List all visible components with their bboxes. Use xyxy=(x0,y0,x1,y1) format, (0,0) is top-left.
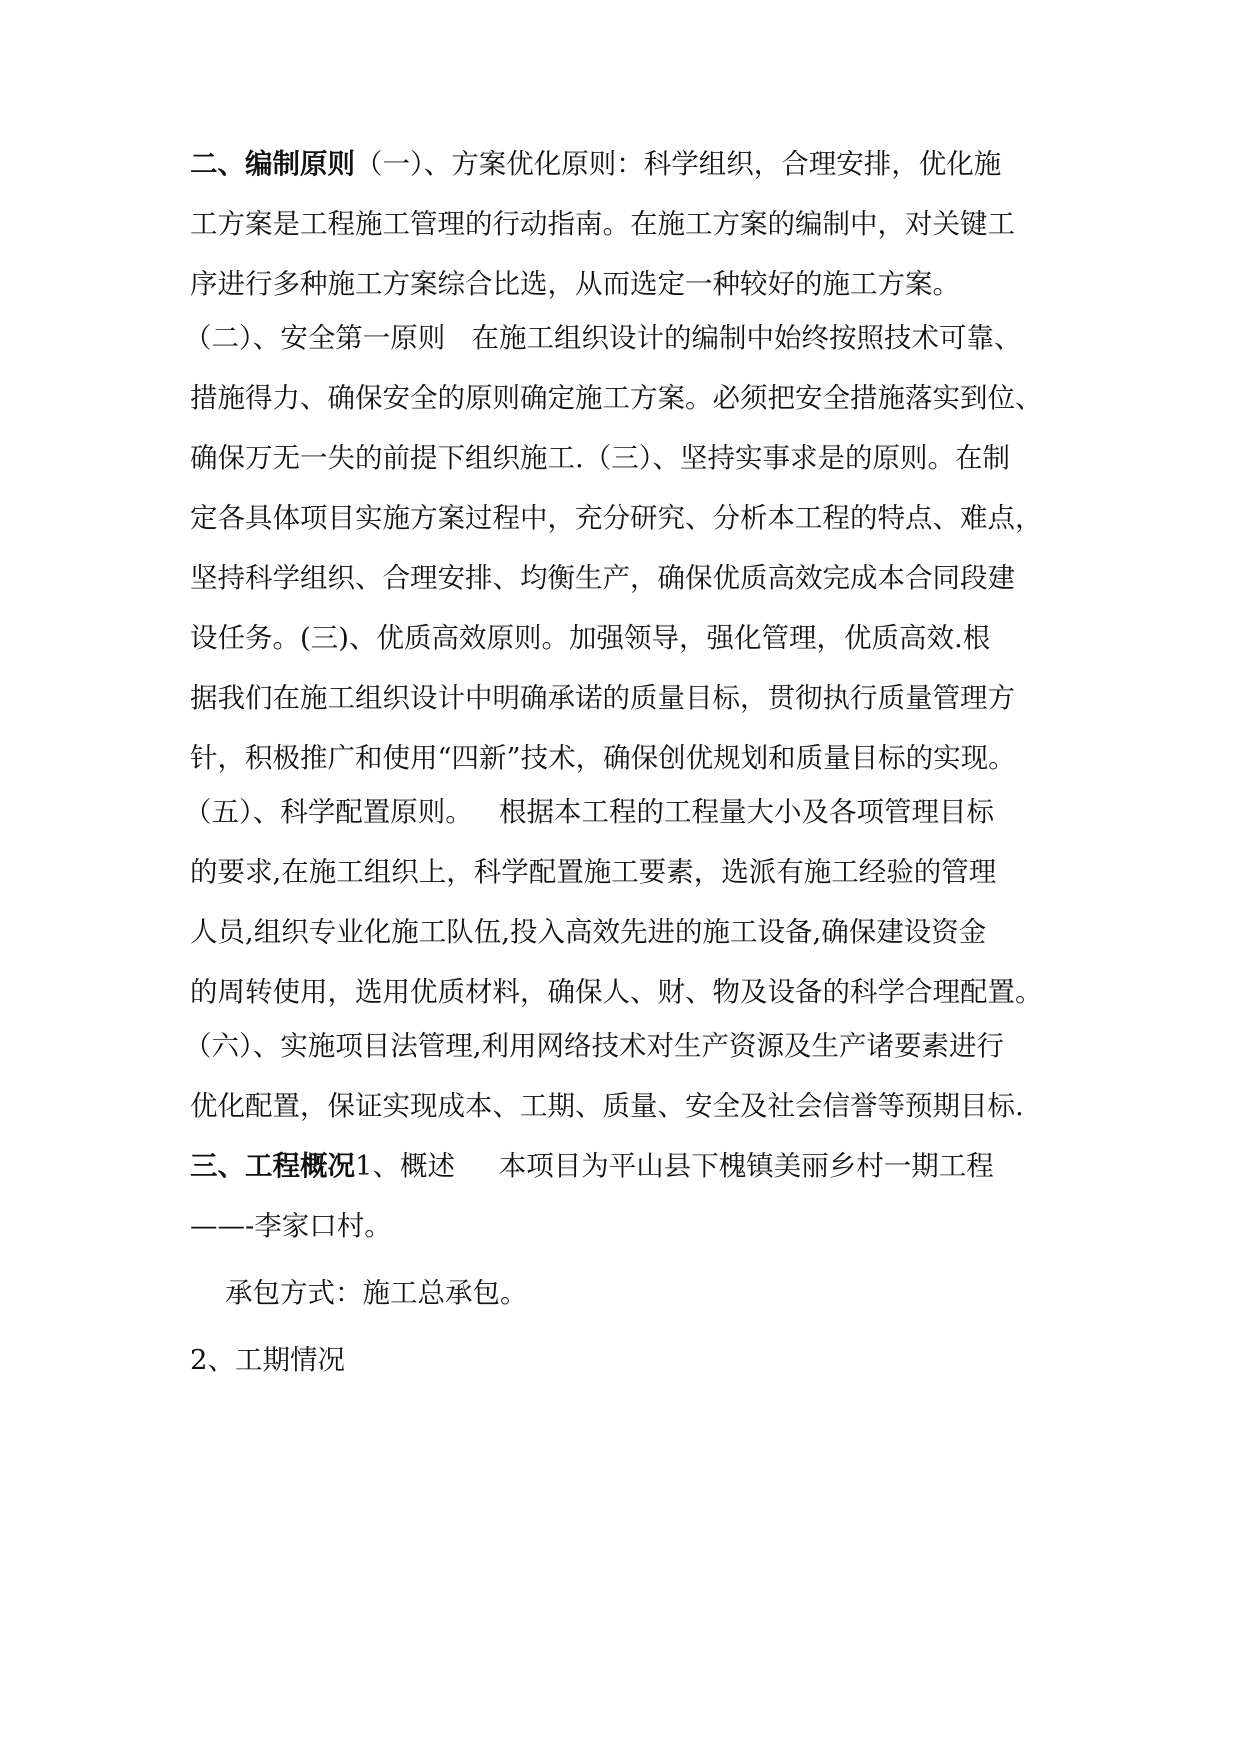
line-text: （六）、实施项目法管理,利用网络技术对生产资源及生产诸要素进行 xyxy=(184,1030,1004,1062)
line-text: 2、工期情况 xyxy=(190,1344,345,1376)
line-text: 措施得力、确保安全的原则确定施工方案。必须把安全措施落实到位、 xyxy=(190,382,1043,414)
line-text: （一）、方案优化原则：科学组织，合理安排，优化施 xyxy=(355,148,1002,180)
line-text: 的周转使用，选用优质材料，确保人、财、物及设备的科学合理配置。 xyxy=(190,976,1043,1008)
section-heading-2: 二、编制原则 xyxy=(190,148,355,180)
text-line-12 xyxy=(184,785,1064,839)
line-text: 人员,组织专业化施工队伍,投入高效先进的施工设备,确保建设资金 xyxy=(190,916,987,948)
text-line-17 xyxy=(190,1079,1070,1133)
line-text: 据我们在施工组织设计中明确承诺的质量目标，贯彻执行质量管理方 xyxy=(190,682,1015,714)
text-line-2 xyxy=(190,197,1070,251)
text-line-9 xyxy=(190,611,1070,665)
line-text: 优化配置，保证实现成本、工期、质量、安全及社会信誉等预期目标. xyxy=(190,1090,1024,1122)
line-text: （五）、科学配置原则。 根据本工程的工程量大小及各项管理目标 xyxy=(184,796,994,828)
line-text: 定各具体项目实施方案过程中，充分研究、分析本工程的特点、难点， xyxy=(190,502,1043,534)
line-text: ——-李家口村。 xyxy=(190,1210,392,1242)
text-line-16 xyxy=(184,1019,1064,1073)
text-line-10 xyxy=(190,671,1070,725)
text-line-18 xyxy=(190,1139,1070,1193)
line-text: 坚持科学组织、合理安排、均衡生产，确保优质高效完成本合同段建 xyxy=(190,562,1015,594)
text-line-19 xyxy=(190,1199,1070,1253)
line-text: 设任务。(三)、优质高效原则。加强领导，强化管理，优质高效.根 xyxy=(190,622,991,654)
text-line-1 xyxy=(190,137,1070,191)
text-line-8 xyxy=(190,551,1070,605)
section-heading-3: 三、工程概况 xyxy=(190,1150,355,1182)
line-text: （二）、安全第一原则 在施工组织设计的编制中始终按照技术可靠、 xyxy=(184,322,1022,354)
text-line-4 xyxy=(184,311,1064,365)
line-text: 针，积极推广和使用“四新”技术，确保创优规划和质量目标的实现。 xyxy=(190,742,1016,774)
text-line-5 xyxy=(190,371,1070,425)
text-line-13 xyxy=(190,845,1070,899)
line-text: 确保万无一失的前提下组织施工.（三）、坚持实事求是的原则。在制 xyxy=(190,442,1010,474)
text-line-3 xyxy=(190,257,1070,311)
text-line-14 xyxy=(190,905,1070,959)
line-text: 1、概述 本项目为平山县下槐镇美丽乡村一期工程 xyxy=(355,1150,994,1182)
text-line-7 xyxy=(190,491,1070,545)
text-line-15 xyxy=(190,965,1070,1019)
text-line-11 xyxy=(190,731,1070,785)
text-line-20 xyxy=(190,1266,1070,1320)
line-text: 的要求,在施工组织上，科学配置施工要素，选派有施工经验的管理 xyxy=(190,856,997,888)
line-text: 序进行多种施工方案综合比选，从而选定一种较好的施工方案。 xyxy=(190,268,960,300)
text-line-21 xyxy=(190,1333,1070,1387)
line-text: 承包方式：施工总承包。 xyxy=(190,1277,528,1309)
text-line-6 xyxy=(190,431,1070,485)
line-text: 工方案是工程施工管理的行动指南。在施工方案的编制中，对关键工 xyxy=(190,208,1015,240)
